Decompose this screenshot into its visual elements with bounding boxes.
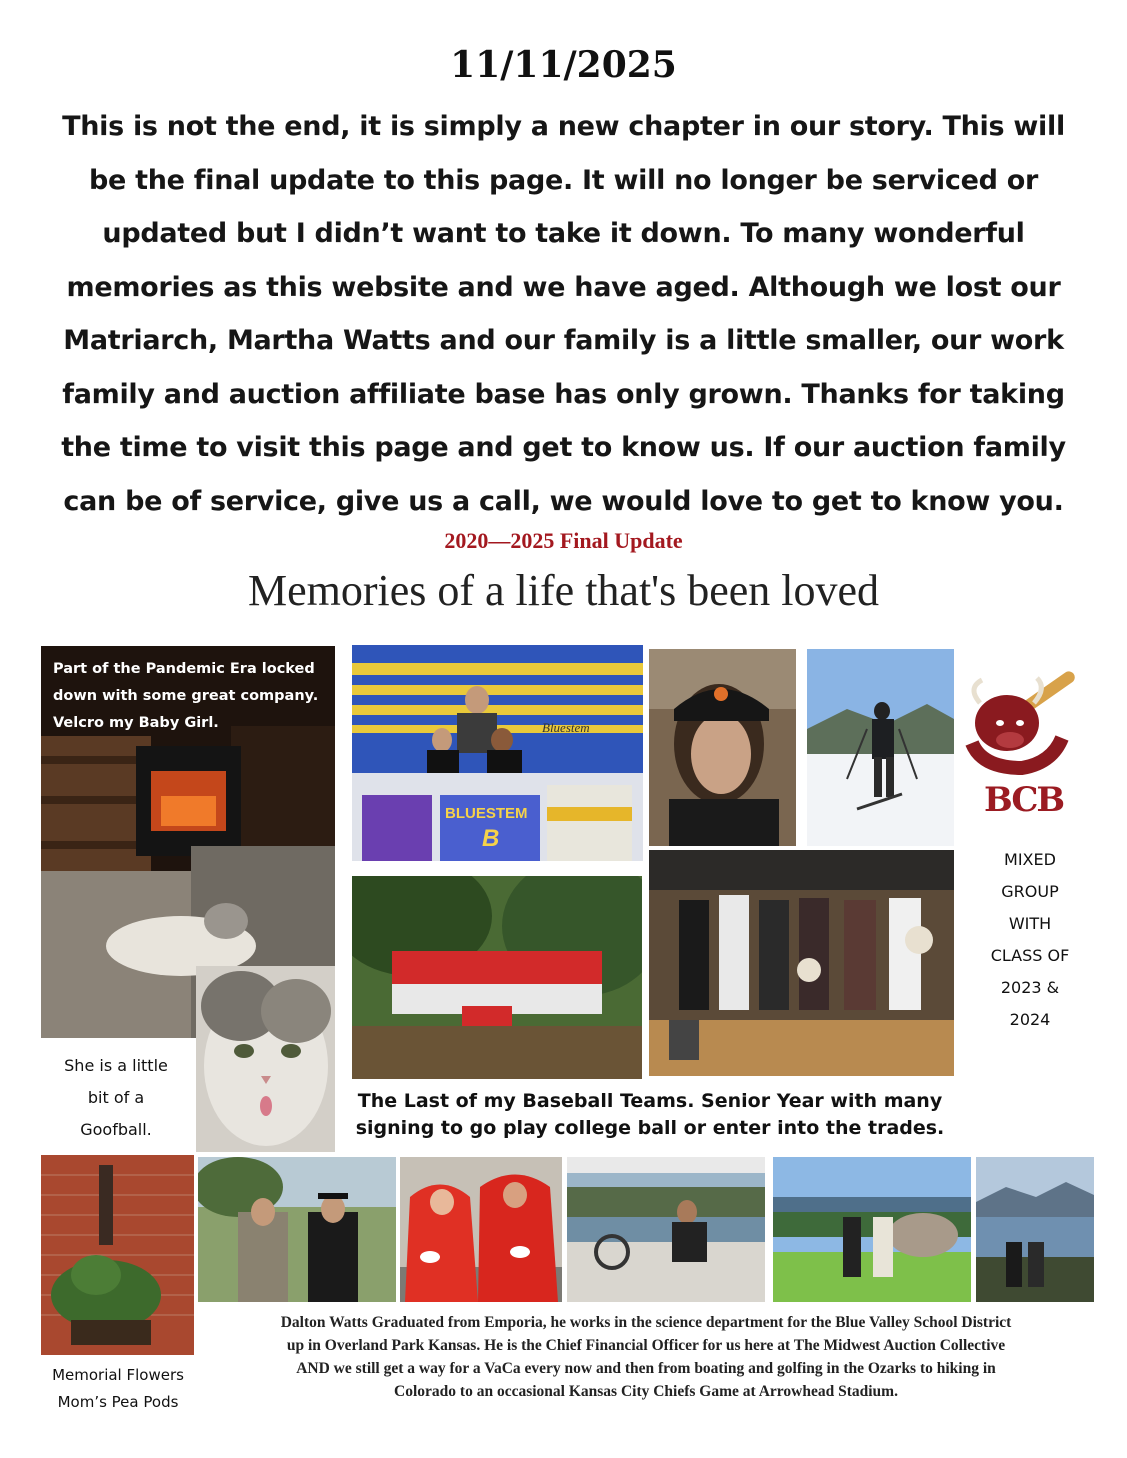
dalton-caption <box>198 1311 1094 1403</box>
final-update-subtitle: 2020—2025 Final Update <box>444 528 683 553</box>
graduation-photo <box>198 1157 396 1302</box>
page-date: 11/11/2025 <box>450 44 677 86</box>
intro-line: family and auction affiliate base has only grown. Thanks for taking <box>62 378 1065 410</box>
caption-line: Memorial Flowers <box>52 1366 184 1384</box>
caption-line: AND we still get a way for a VaCa every now and then from boating and golfing in the Ozarks to hiking in <box>296 1360 996 1377</box>
caption-line: Colorado to an occasional Kansas City Chiefs Game at Arrowhead Stadium. <box>394 1383 898 1400</box>
intro-line: updated but I didn’t want to take it down. To many wonderful <box>102 218 1025 249</box>
intro-line: This is not the end, it is simply a new chapter in our story. This will <box>62 111 1065 142</box>
memories-headline: Memories of a life that's been loved <box>247 566 880 615</box>
caption-line: Velcro my Baby Girl. <box>53 715 219 731</box>
intro-line: memories as this website and we have aged. Although we lost our <box>66 271 1061 303</box>
caption-line: MIXED <box>1004 850 1056 869</box>
boating-photo <box>567 1157 765 1302</box>
signing-day-photo <box>352 645 643 861</box>
intro-line: be the final update to this page. It will no longer be serviced or <box>89 164 1038 196</box>
bluestem-banner-text: Bluestem <box>542 720 590 735</box>
caption-line: signing to go play college ball or enter into the trades. <box>355 1117 945 1139</box>
cat-closeup-photo <box>196 966 335 1152</box>
caption-line: Goofball. <box>80 1120 152 1139</box>
caption-line: down with some great company. <box>53 688 319 704</box>
chiefs-ponchos-photo <box>400 1157 562 1302</box>
caption-line: bit of a <box>87 1088 145 1107</box>
selfie-cap-photo <box>649 649 796 846</box>
caption-line: GROUP <box>1001 882 1059 901</box>
intro-line: Matriarch, Martha Watts and our family is a little smaller, our work <box>63 325 1064 356</box>
bluestem-shirt-text: BLUESTEM <box>445 805 528 822</box>
caption-line: Mom’s Pea Pods <box>57 1393 179 1411</box>
goofball-caption <box>41 1050 191 1146</box>
memorial-caption <box>34 1362 202 1416</box>
bluestem-shirt-letter: B <box>482 825 500 852</box>
caption-line: She is a little <box>64 1056 168 1075</box>
caption-line: CLASS OF <box>990 946 1070 965</box>
intro-line: can be of service, give us a call, we would love to get to know you. <box>63 485 1064 517</box>
caption-line: 2024 <box>1009 1010 1051 1029</box>
caption-line: Dalton Watts Graduated from Emporia, he works in the science department for the Blue Valley School District <box>280 1314 1012 1331</box>
mixed-group-gym-photo <box>649 850 954 1076</box>
intro-paragraph <box>40 100 1087 528</box>
caption-line: Part of the Pandemic Era locked <box>53 661 315 677</box>
caption-line: 2023 & <box>1000 978 1060 997</box>
bcb-logo-text: BCB <box>984 780 1064 820</box>
golf-course-photo <box>773 1157 971 1302</box>
cat-photo-caption <box>53 656 333 737</box>
memorial-flowers-photo <box>41 1155 194 1355</box>
intro-line: the time to visit this page and get to know us. If our auction family <box>61 432 1066 463</box>
caption-line: WITH <box>1008 914 1052 933</box>
mountain-lake-photo <box>976 1157 1094 1302</box>
caption-line: up in Overland Park Kansas. He is the Chief Financial Officer for us here at The Midwest Auction Collective <box>286 1337 1006 1354</box>
baseball-team-caption <box>320 1088 980 1142</box>
bcb-bull-logo <box>962 668 1082 828</box>
caption-line: The Last of my Baseball Teams. Senior Year with many <box>357 1090 943 1112</box>
skiing-photo <box>807 649 954 846</box>
baseball-team-photo <box>352 876 642 1079</box>
mixed-group-caption <box>970 844 1090 1036</box>
